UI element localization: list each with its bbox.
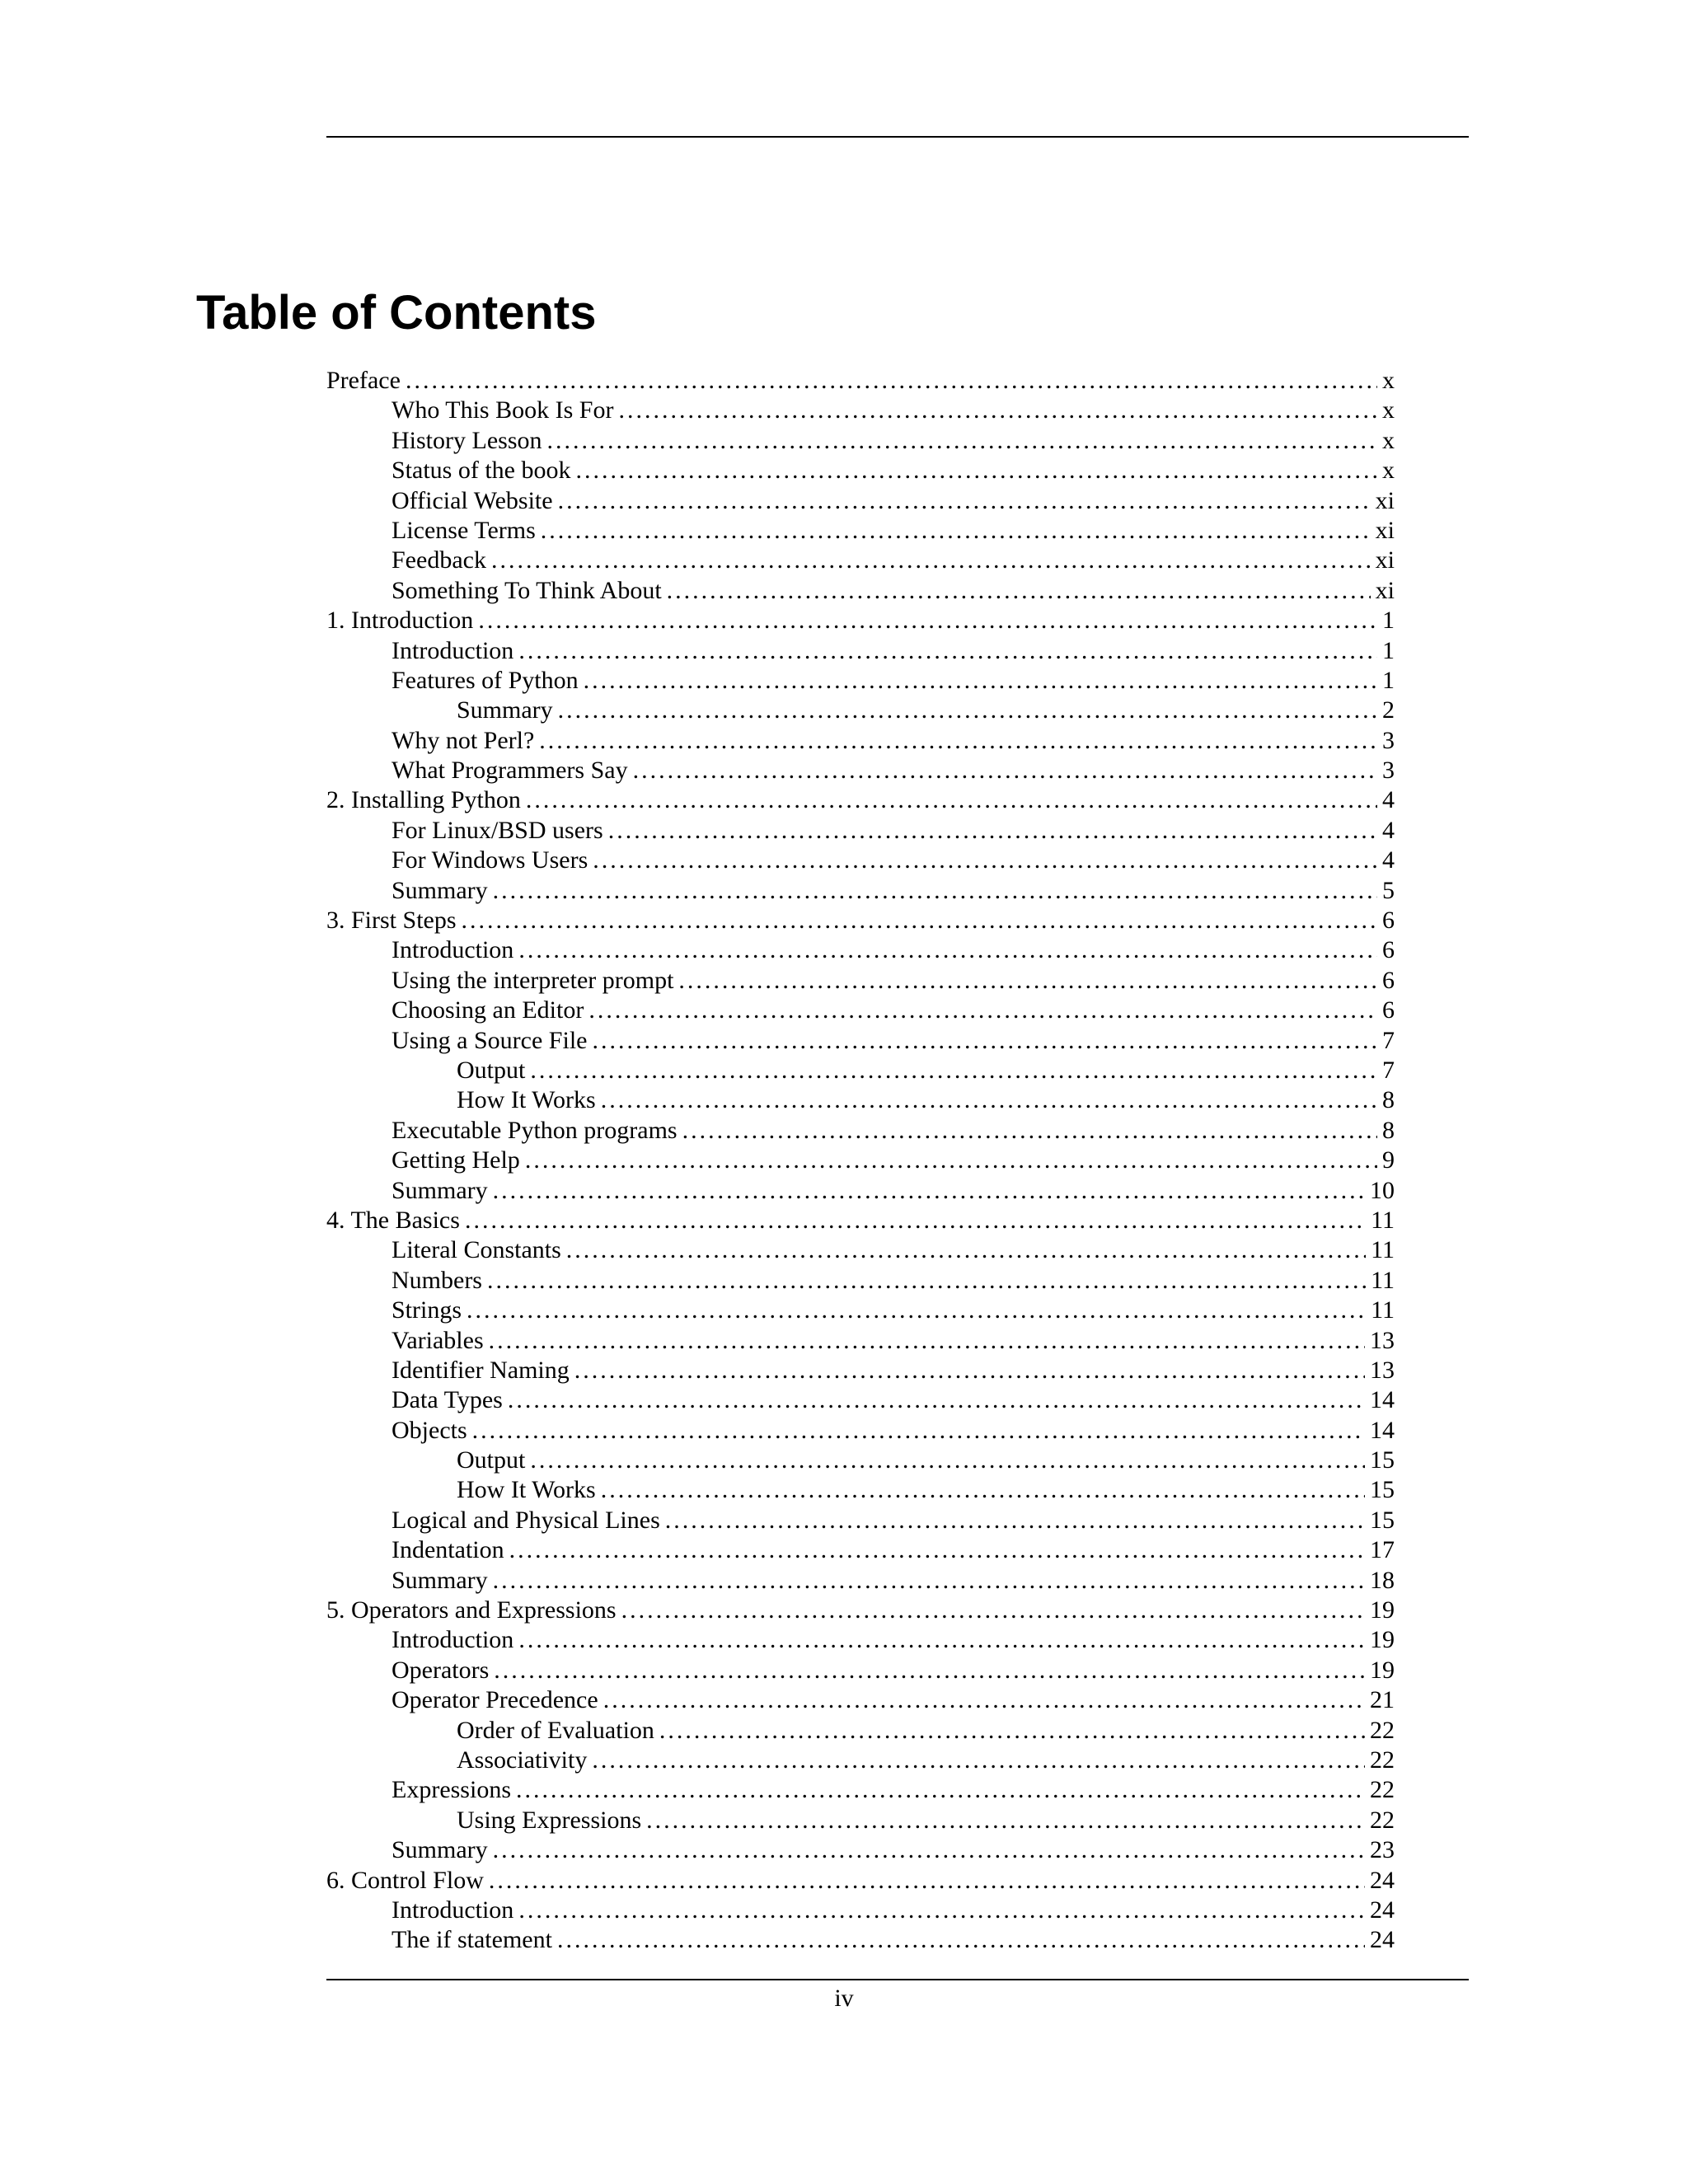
toc-entry-label: Associativity (457, 1746, 588, 1774)
dot-leader (547, 426, 1378, 456)
toc-entry[interactable] (326, 1866, 1395, 1896)
dot-leader (592, 1026, 1377, 1056)
toc-entry-label: Using the interpreter prompt (392, 966, 674, 994)
toc-entry[interactable] (326, 1446, 1395, 1475)
toc-entry-label: Preface (326, 367, 401, 394)
dot-leader (557, 1925, 1365, 1955)
dot-leader (467, 1296, 1366, 1325)
toc-entry-label: Something To Think About (392, 576, 662, 604)
toc-entry-page: xi (1375, 516, 1395, 544)
dot-leader (509, 1535, 1365, 1565)
dot-leader (518, 636, 1377, 666)
toc-entry-label: Using Expressions (457, 1806, 642, 1834)
toc-entry-page: xi (1375, 546, 1395, 574)
dot-leader (682, 1116, 1377, 1146)
dot-leader (646, 1806, 1365, 1835)
toc-entry-label: What Programmers Say (392, 757, 628, 785)
toc-entry-page: 24 (1370, 1896, 1395, 1924)
toc-entry-page: 24 (1370, 1866, 1395, 1894)
toc-entry[interactable] (326, 846, 1395, 875)
dot-leader (493, 1566, 1365, 1596)
page-title: Table of Contents (196, 286, 597, 340)
dot-leader (487, 1266, 1366, 1296)
dot-leader (584, 666, 1377, 696)
toc-entry-label: Features of Python (392, 666, 579, 694)
toc-entry-label: 4. The Basics (326, 1206, 460, 1234)
toc-entry-page: x (1382, 426, 1395, 454)
dot-leader (618, 396, 1377, 425)
toc-entry-page: 22 (1370, 1806, 1395, 1834)
toc-entry-page: 11 (1371, 1296, 1395, 1324)
toc-entry-page: x (1382, 457, 1395, 485)
dot-leader (601, 1085, 1377, 1115)
toc-entry-label: Why not Perl? (392, 726, 535, 754)
toc-entry-label: Expressions (392, 1776, 511, 1804)
toc-entry[interactable] (326, 546, 1395, 575)
toc-entry[interactable] (326, 1116, 1395, 1146)
dot-leader (493, 876, 1377, 906)
toc-entry-label: Identifier Naming (392, 1356, 570, 1384)
toc-entry-page: 6 (1382, 966, 1395, 994)
toc-entry[interactable] (326, 1085, 1395, 1115)
toc-entry-label: Numbers (392, 1266, 482, 1294)
toc-entry[interactable] (326, 1356, 1395, 1385)
toc-entry[interactable] (326, 1146, 1395, 1175)
toc-entry-label: How It Works (457, 1086, 596, 1114)
toc-entry-page: 15 (1370, 1506, 1395, 1534)
toc-entry-page: 4 (1382, 816, 1395, 844)
toc-entry-label: 3. First Steps (326, 907, 457, 935)
toc-entry-label: 5. Operators and Expressions (326, 1596, 617, 1624)
toc-entry-label: Feedback (392, 546, 486, 574)
toc-entry-page: 24 (1370, 1926, 1395, 1954)
dot-leader (472, 1416, 1365, 1446)
toc-entry-label: 6. Control Flow (326, 1866, 484, 1894)
dot-leader (518, 1625, 1365, 1655)
toc-entry-label: Logical and Physical Lines (392, 1506, 660, 1534)
toc-entry[interactable] (326, 1656, 1395, 1685)
toc-entry-label: For Windows Users (392, 846, 588, 874)
dot-leader (576, 456, 1378, 485)
toc-entry[interactable] (326, 816, 1395, 846)
toc-entry[interactable] (326, 1896, 1395, 1925)
toc-entry-label: Introduction (392, 1896, 514, 1924)
toc-entry-label: Introduction (392, 936, 514, 964)
dot-leader (526, 785, 1377, 815)
toc-entry[interactable] (326, 906, 1395, 935)
toc-entry-page: 22 (1370, 1746, 1395, 1774)
toc-entry[interactable] (326, 1416, 1395, 1446)
dot-leader (621, 1596, 1365, 1625)
toc-entry-label: Operators (392, 1656, 490, 1684)
toc-entry-label: Strings (392, 1296, 462, 1324)
dot-leader (494, 1656, 1365, 1685)
toc-entry[interactable] (326, 1716, 1395, 1746)
toc-entry[interactable] (326, 516, 1395, 546)
toc-entry-label: Getting Help (392, 1146, 520, 1174)
toc-entry-label: Indentation (392, 1536, 504, 1564)
toc-entry-label: Who This Book Is For (392, 396, 614, 424)
toc-entry-page: 1 (1382, 636, 1395, 664)
toc-entry-label: Using a Source File (392, 1026, 588, 1054)
toc-entry-page: 14 (1370, 1386, 1395, 1414)
table-of-contents (326, 366, 1395, 1956)
toc-entry[interactable] (326, 666, 1395, 696)
toc-entry-page: 22 (1370, 1776, 1395, 1804)
toc-entry-label: Summary (457, 696, 553, 724)
toc-entry[interactable] (326, 696, 1395, 725)
toc-entry-page: 4 (1382, 786, 1395, 814)
header-rule (326, 136, 1469, 138)
toc-entry-page: 1 (1382, 607, 1395, 635)
dot-leader (588, 996, 1377, 1025)
toc-entry[interactable] (326, 785, 1395, 815)
dot-leader (678, 966, 1377, 996)
toc-entry-page: 19 (1370, 1656, 1395, 1684)
toc-entry-label: Introduction (392, 1626, 514, 1654)
toc-entry-page: 5 (1382, 876, 1395, 904)
toc-entry-page: 6 (1382, 996, 1395, 1024)
toc-entry[interactable] (326, 1775, 1395, 1805)
toc-entry-page: 14 (1370, 1416, 1395, 1444)
toc-entry-page: 2 (1382, 696, 1395, 724)
toc-entry[interactable] (326, 935, 1395, 965)
dot-leader (592, 1746, 1365, 1775)
toc-entry-page: 3 (1382, 726, 1395, 754)
toc-entry-label: Summary (392, 876, 488, 904)
toc-entry-page: 11 (1371, 1206, 1395, 1234)
toc-entry-label: Literal Constants (392, 1236, 561, 1264)
toc-entry[interactable] (326, 1235, 1395, 1265)
toc-entry-page: 23 (1370, 1836, 1395, 1864)
toc-entry[interactable] (326, 1746, 1395, 1775)
toc-entry[interactable] (326, 756, 1395, 785)
toc-entry[interactable] (326, 1475, 1395, 1505)
toc-entry-label: Data Types (392, 1386, 503, 1414)
toc-entry-page: 7 (1382, 1056, 1395, 1084)
toc-entry[interactable] (326, 1206, 1395, 1235)
toc-entry[interactable] (326, 636, 1395, 666)
toc-entry-label: 1. Introduction (326, 607, 474, 635)
toc-entry-page: 1 (1382, 666, 1395, 694)
toc-entry[interactable] (326, 876, 1395, 906)
toc-entry[interactable] (326, 1296, 1395, 1325)
dot-leader (491, 546, 1371, 575)
toc-entry-label: License Terms (392, 516, 536, 544)
dot-leader (489, 1866, 1365, 1896)
dot-leader (489, 1326, 1365, 1356)
toc-entry-label: For Linux/BSD users (392, 816, 603, 844)
dot-leader (518, 935, 1377, 965)
toc-entry-page: 13 (1370, 1326, 1395, 1354)
toc-entry[interactable] (326, 1026, 1395, 1056)
toc-entry[interactable] (326, 1685, 1395, 1715)
dot-leader (566, 1235, 1366, 1265)
dot-leader (558, 486, 1371, 516)
dot-leader (593, 846, 1377, 875)
toc-entry-label: History Lesson (392, 426, 542, 454)
dot-leader (462, 906, 1377, 935)
toc-entry-label: Introduction (392, 636, 514, 664)
dot-leader (478, 606, 1377, 635)
toc-entry[interactable] (326, 366, 1395, 396)
dot-leader (608, 816, 1377, 846)
toc-entry[interactable] (326, 426, 1395, 456)
toc-entry-page: 4 (1382, 846, 1395, 874)
toc-entry-label: Output (457, 1446, 526, 1474)
dot-leader (603, 1685, 1365, 1715)
toc-entry[interactable] (326, 1596, 1395, 1625)
toc-entry[interactable] (326, 1326, 1395, 1356)
toc-entry-label: Output (457, 1056, 526, 1084)
toc-entry-page: xi (1375, 576, 1395, 604)
toc-entry-page: 8 (1382, 1086, 1395, 1114)
toc-entry-page: 11 (1371, 1266, 1395, 1294)
toc-entry-page: 7 (1382, 1026, 1395, 1054)
toc-entry-page: x (1382, 367, 1395, 394)
dot-leader (493, 1835, 1365, 1865)
dot-leader (530, 1446, 1365, 1475)
toc-entry-label: Order of Evaluation (457, 1716, 654, 1744)
toc-entry[interactable] (326, 576, 1395, 606)
toc-entry-page: 19 (1370, 1596, 1395, 1624)
toc-entry[interactable] (326, 1806, 1395, 1835)
toc-entry-label: How It Works (457, 1476, 596, 1504)
toc-entry[interactable] (326, 1625, 1395, 1655)
dot-leader (558, 696, 1377, 725)
dot-leader (659, 1716, 1365, 1746)
toc-entry-page: 21 (1370, 1686, 1395, 1714)
toc-entry[interactable] (326, 1056, 1395, 1085)
toc-entry-page: 6 (1382, 936, 1395, 964)
dot-leader (516, 1775, 1365, 1805)
toc-entry-label: Operator Precedence (392, 1686, 598, 1714)
toc-entry-label: Summary (392, 1176, 488, 1204)
page-number: iv (834, 1985, 854, 2012)
toc-entry-page: 22 (1370, 1716, 1395, 1744)
toc-entry[interactable] (326, 1925, 1395, 1955)
dot-leader (530, 1056, 1377, 1085)
toc-entry[interactable] (326, 1506, 1395, 1535)
toc-entry-page: 6 (1382, 907, 1395, 935)
toc-entry-page: 15 (1370, 1476, 1395, 1504)
dot-leader (406, 366, 1377, 396)
toc-entry[interactable] (326, 1266, 1395, 1296)
toc-entry[interactable] (326, 1566, 1395, 1596)
toc-entry-label: Choosing an Editor (392, 996, 584, 1024)
toc-entry-page: 3 (1382, 757, 1395, 785)
toc-entry[interactable] (326, 1535, 1395, 1565)
toc-entry-page: 10 (1370, 1176, 1395, 1204)
dot-leader (525, 1146, 1377, 1175)
dot-leader (465, 1206, 1366, 1235)
dot-leader (574, 1356, 1365, 1385)
toc-entry[interactable] (326, 966, 1395, 996)
toc-entry-page: 13 (1370, 1356, 1395, 1384)
dot-leader (539, 726, 1377, 756)
toc-entry-label: 2. Installing Python (326, 786, 521, 814)
toc-entry-page: 17 (1370, 1536, 1395, 1564)
toc-entry-label: The if statement (392, 1926, 552, 1954)
toc-entry-label: Status of the book (392, 457, 571, 485)
toc-entry[interactable] (326, 1385, 1395, 1415)
dot-leader (508, 1385, 1365, 1415)
dot-leader (667, 576, 1371, 606)
dot-leader (665, 1506, 1365, 1535)
toc-entry-label: Objects (392, 1416, 467, 1444)
toc-entry-label: Official Website (392, 486, 553, 514)
toc-entry-page: 18 (1370, 1566, 1395, 1594)
toc-entry[interactable] (326, 726, 1395, 756)
dot-leader (601, 1475, 1365, 1505)
toc-entry-page: 19 (1370, 1626, 1395, 1654)
toc-entry[interactable] (326, 996, 1395, 1025)
toc-entry-page: xi (1375, 486, 1395, 514)
footer-rule (326, 1979, 1469, 1980)
toc-entry-label: Summary (392, 1836, 488, 1864)
toc-entry[interactable] (326, 606, 1395, 635)
toc-entry-page: x (1382, 396, 1395, 424)
toc-entry-label: Variables (392, 1326, 484, 1354)
toc-entry[interactable] (326, 396, 1395, 425)
toc-entry-page: 15 (1370, 1446, 1395, 1474)
dot-leader (541, 516, 1371, 546)
dot-leader (633, 756, 1377, 785)
toc-entry[interactable] (326, 1835, 1395, 1865)
toc-entry[interactable] (326, 1176, 1395, 1206)
toc-entry-page: 11 (1371, 1236, 1395, 1264)
toc-entry-page: 8 (1382, 1116, 1395, 1144)
toc-entry[interactable] (326, 456, 1395, 485)
toc-entry-label: Executable Python programs (392, 1116, 678, 1144)
toc-entry-page: 9 (1382, 1146, 1395, 1174)
dot-leader (493, 1176, 1365, 1206)
toc-entry-label: Summary (392, 1566, 488, 1594)
dot-leader (518, 1896, 1365, 1925)
toc-entry[interactable] (326, 486, 1395, 516)
